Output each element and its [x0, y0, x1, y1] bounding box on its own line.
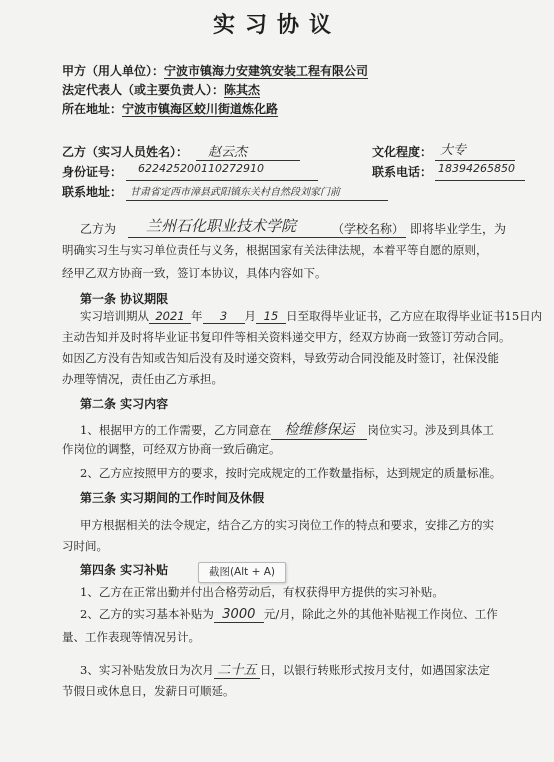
start-month: 3 [203, 309, 245, 324]
article-1-line-4: 办理等情况，责任由乙方承担。 [62, 372, 223, 386]
article-4-item-1: 1、乙方在正常出勤并付出合格劳动后，有权获得甲方提供的实习补贴。 [80, 585, 444, 599]
article-1-line-1 [80, 308, 542, 324]
article-1-line-2: 主动告知并及时将毕业证书复印件等相关资料递交甲方，经双方协商一致签订劳动合同。 [62, 330, 511, 344]
party-b-name-value: 赵云杰 [208, 145, 248, 160]
party-a-unit-row [62, 62, 368, 79]
party-b-addr-label: 联系地址： [62, 185, 123, 199]
party-b-addr-value: 甘肃省定西市漳县武阳镇东关村自然段刘家门前 [130, 187, 340, 198]
article-1-heading: 第一条 协议期限 [80, 292, 169, 306]
internship-post: 检维修保运 [271, 419, 367, 440]
allowance-amount: 3000 [214, 607, 264, 623]
article-4-text-a: 2、乙方的实习基本补贴为 [80, 607, 214, 621]
article-4-item-2-line-2: 量、工作表现等情况另计。 [62, 630, 200, 644]
article-4-item-2 [80, 606, 498, 623]
party-a-rep-label: 法定代表人（或主要负责人）： [62, 83, 225, 97]
article-2-item-2: 2、乙方应按照甲方的要求，按时完成规定的工作数量指标，达到规定的质量标准。 [80, 466, 502, 480]
party-b-edu-label: 文化程度： [372, 145, 433, 159]
article-4-item-3 [80, 659, 490, 679]
school-value: 兰州石化职业技术学院 [146, 217, 297, 235]
article-1-text-b: 年 [191, 309, 203, 323]
school-underline [128, 237, 406, 238]
party-a-rep-row [62, 81, 260, 98]
article-1-line-3: 如因乙方没有告知或告知后没有及时递交资料，导致劳动合同没能及时签订，社保没能 [62, 351, 499, 365]
article-2-text-b: 岗位实习。涉及到具体工 [367, 423, 494, 437]
party-a-addr-label: 所在地址： [62, 102, 123, 116]
article-4-text-b: 元/月，除此之外的其他补贴视工作岗位、工作 [263, 607, 498, 621]
article-3-heading: 第三条 实习期间的工作时间及休假 [80, 491, 265, 505]
article-2-line-1 [80, 419, 494, 440]
party-b-edu-value: 大专 [440, 143, 467, 158]
start-day: 15 [256, 309, 286, 324]
article-1-text-a: 实习培训期从 [80, 309, 149, 323]
article-4-text-d: 日，以银行转账形式按月支付，如遇国家法定 [259, 663, 490, 677]
intro-line-3: 经甲乙双方协商一致，签订本协议，具体内容如下。 [62, 266, 327, 280]
pay-day: 二十五 [214, 659, 260, 679]
intro-prefix: 乙方为 [80, 222, 117, 236]
article-3-line-1: 甲方根据相关的法令规定，结合乙方的实习岗位工作的特点和要求，安排乙方的实 [80, 518, 494, 532]
school-label: （学校名称） [332, 222, 405, 236]
article-2-text-a: 1、根据甲方的工作需要，乙方同意在 [80, 423, 272, 437]
party-b-phone-value: 18394265850 [438, 162, 515, 175]
document-title: 实习协议 [212, 12, 341, 38]
party-b-phone-label: 联系电话： [372, 165, 433, 179]
phone-underline [435, 180, 525, 181]
intro-suffix: 即将毕业学生，为 [410, 222, 507, 236]
article-4-item-3-line-2: 节假日或休息日，发薪日可顺延。 [62, 684, 235, 698]
article-3-line-2: 习时间。 [62, 539, 108, 553]
party-b-name-label: 乙方（实习人员姓名）： [62, 145, 189, 159]
id-underline [126, 180, 318, 181]
party-a-unit-label: 甲方（用人单位）： [62, 64, 165, 78]
article-2-line-2: 作岗位的调整，可经双方协商一致后确定。 [62, 442, 281, 456]
start-year: 2021 [149, 309, 191, 324]
addr-underline [126, 200, 388, 201]
article-2-heading: 第二条 实习内容 [80, 397, 169, 411]
name-underline [196, 160, 300, 161]
party-b-id-label: 身份证号： [62, 165, 123, 179]
party-a-addr-row [62, 100, 278, 117]
party-a-rep-value: 陈其杰 [224, 83, 261, 97]
intro-line-2: 明确实习生与实习单位责任与义务，根据国家有关法律法规，本着平等自愿的原则， [62, 243, 488, 257]
article-4-heading: 第四条 实习补贴 [80, 563, 169, 577]
party-b-id-value: 622425200110272910 [138, 162, 264, 175]
party-a-addr-value: 宁波市镇海区蛟川街道炼化路 [122, 102, 279, 116]
edu-underline [435, 160, 515, 161]
article-1-text-d: 日至取得毕业证书，乙方应在取得毕业证书15日内 [286, 309, 543, 323]
article-1-text-c: 月 [244, 309, 256, 323]
party-a-unit-value: 宁波市镇海力安建筑安装工程有限公司 [164, 64, 369, 78]
screenshot-tooltip: 截图(Alt + A) [198, 562, 286, 583]
article-4-text-c: 3、实习补贴发放日为次月 [80, 663, 214, 677]
